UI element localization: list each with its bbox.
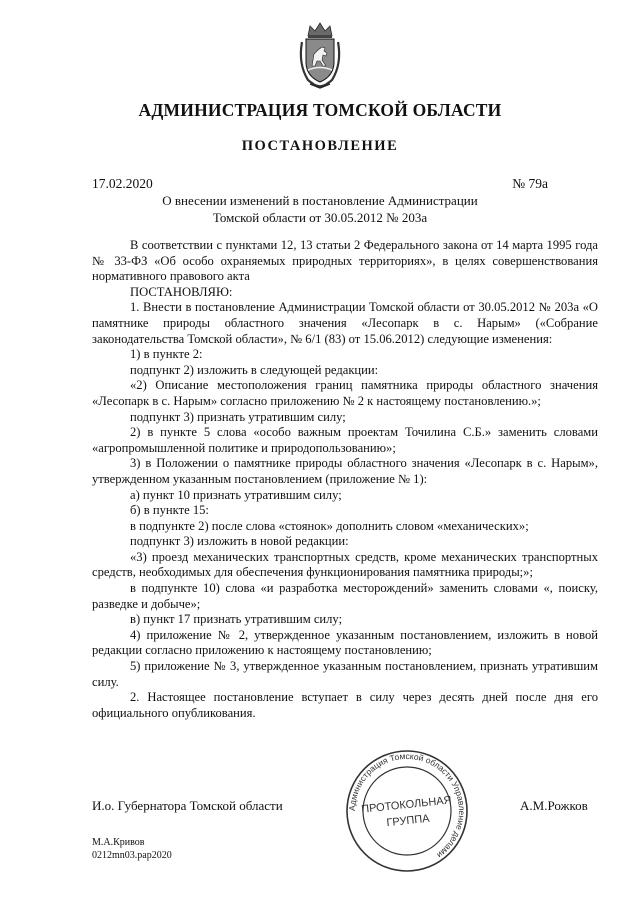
document-subject <box>150 192 490 226</box>
stamp-line-1: ПРОТОКОЛЬНАЯ <box>360 794 453 816</box>
body-paragraph: 1. Внести в постановление Администрации Томской области от 30.05.2012 № 203а «О памятнике природы областного значения «Лесопарк в с. Нарым» («Собрание законодательства Томской области», № 6/1 (83) от 15.06.2012) следующие изменения: <box>92 300 598 346</box>
signer-title: И.о. Губернатора Томской области <box>92 798 283 813</box>
stamp-ring-text: Администрация Томской области Управление делами <box>346 750 468 861</box>
subject-line: О внесении изменений в постановление Администрации <box>162 193 478 208</box>
body-paragraph: 1) в пункте 2: <box>130 347 203 362</box>
body-paragraph: а) пункт 10 признать утратившим силу; <box>130 487 342 502</box>
body-paragraph: ПОСТАНОВЛЯЮ: <box>130 284 233 299</box>
body-paragraph: б) в пункте 15: <box>130 503 209 518</box>
executor-name: М.А.Кривов <box>92 837 145 848</box>
document-date: 17.02.2020 <box>92 176 153 191</box>
tomsk-region-coat-of-arms-icon <box>296 20 344 90</box>
body-paragraph: в подпункте 2) после слова «стоянок» дополнить словом «механических»; <box>130 518 529 533</box>
body-paragraph: В соответствии с пунктами 12, 13 статьи 2 Федерального закона от 14 марта 1995 года № 33-ФЗ «Об особо охраняемых природных территориях», в целях совершенствования нормативного правового акта <box>92 238 598 284</box>
org-title: АДМИНИСТРАЦИЯ ТОМСКОЙ ОБЛАСТИ <box>138 100 502 120</box>
body-paragraph: подпункт 3) признать утратившим силу; <box>130 409 346 424</box>
subject-line: Томской области от 30.05.2012 № 203а <box>212 210 428 225</box>
document-number: № 79а <box>512 176 548 191</box>
body-paragraph: в подпункте 10) слова «и разработка месторождений» заменить словами «, поиску, разведке и добыче»; <box>92 581 598 611</box>
body-paragraph: «2) Описание местоположения границ памятника природы областного значения «Лесопарк в с. Нарым» согласно приложению № 2 к настоящему постановлению.»; <box>92 378 598 408</box>
body-paragraph: подпункт 2) изложить в следующей редакции: <box>130 362 379 377</box>
body-paragraph: в) пункт 17 признать утратившим силу; <box>130 612 343 627</box>
executor-info <box>92 836 172 862</box>
body-paragraph: «3) проезд механических транспортных средств, кроме механических транспортных средств, необходимых для обеспечения функционирования памятника природы;»; <box>92 549 598 580</box>
body-paragraph: 4) приложение № 2, утвержденное указанным постановлением, изложить в новой редакции согласно приложению к настоящему постановлению; <box>92 627 598 658</box>
official-stamp <box>344 748 470 874</box>
document-body <box>92 238 598 721</box>
signer-name: А.М.Рожков <box>520 798 588 813</box>
body-paragraph: 2) в пункте 5 слова «особо важным проектам Точилина С.Б.» заменить словами «агропромышленной политике и природопользованию»; <box>92 425 598 455</box>
body-paragraph: 5) приложение № 3, утвержденное указанным постановлением, признать утратившим силу. <box>92 659 598 689</box>
body-paragraph: подпункт 3) изложить в новой редакции: <box>130 534 349 549</box>
file-code: 0212mn03.pap2020 <box>92 850 172 861</box>
body-paragraph: 3) в Положении о памятнике природы областного значения «Лесопарк в с. Нарым», утвержденном указанным постановлением (приложение № 1): <box>92 456 598 486</box>
stamp-line-2: ГРУППА <box>385 812 431 830</box>
body-paragraph: 2. Настоящее постановление вступает в силу через десять дней после дня его официального опубликования. <box>92 690 598 720</box>
document-type: ПОСТАНОВЛЕНИЕ <box>241 138 399 154</box>
